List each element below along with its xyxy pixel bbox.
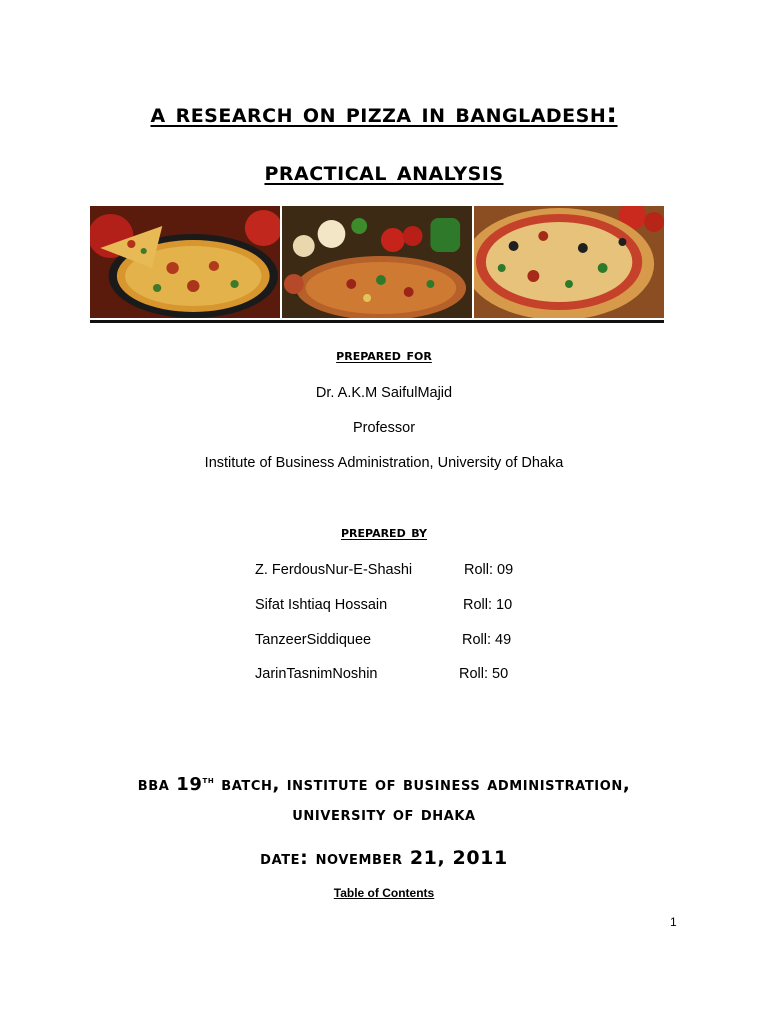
prepared-for-heading: prepared for — [336, 345, 432, 364]
batch-line-1-suffix: batch, institute of business administration, — [214, 774, 631, 795]
report-title-line-1: a research on pizza in bangladesh: — [150, 98, 618, 129]
pizza-with-vegetables-photo — [282, 206, 472, 318]
report-title-line-2: practical analysis — [264, 156, 504, 187]
member-roll: Roll: 10 — [463, 597, 513, 613]
prepared-by-heading: prepared by — [340, 522, 428, 541]
supervisor-institution: Institute of Business Administration, University of Dhaka — [204, 455, 564, 471]
supervisor-designation: Professor — [352, 420, 416, 436]
batch-ordinal-suffix: th — [202, 775, 215, 786]
batch-line-1-prefix: bba 19 — [137, 774, 203, 795]
member-name: TanzeerSiddiquee — [255, 632, 372, 648]
member-roll: Roll: 50 — [459, 666, 509, 682]
report-date: date: november 21, 2011 — [260, 847, 508, 869]
member-name: Z. FerdousNur-E-Shashi — [255, 562, 413, 578]
table-of-contents-label: Table of Contents — [333, 886, 435, 900]
member-name: JarinTasnimNoshin — [255, 666, 378, 682]
pizza-slice-photo — [90, 206, 280, 318]
batch-line-2: university of dhaka — [292, 804, 476, 825]
pizza-closeup-photo — [474, 206, 664, 318]
pizza-photo-banner — [90, 206, 664, 323]
batch-line-1 — [0, 774, 768, 795]
member-roll: Roll: 49 — [462, 632, 512, 648]
supervisor-name: Dr. A.K.M SaifulMajid — [315, 385, 453, 401]
member-name: Sifat Ishtiaq Hossain — [255, 597, 388, 613]
member-roll: Roll: 09 — [464, 562, 514, 578]
page-number: 1 — [670, 915, 677, 929]
